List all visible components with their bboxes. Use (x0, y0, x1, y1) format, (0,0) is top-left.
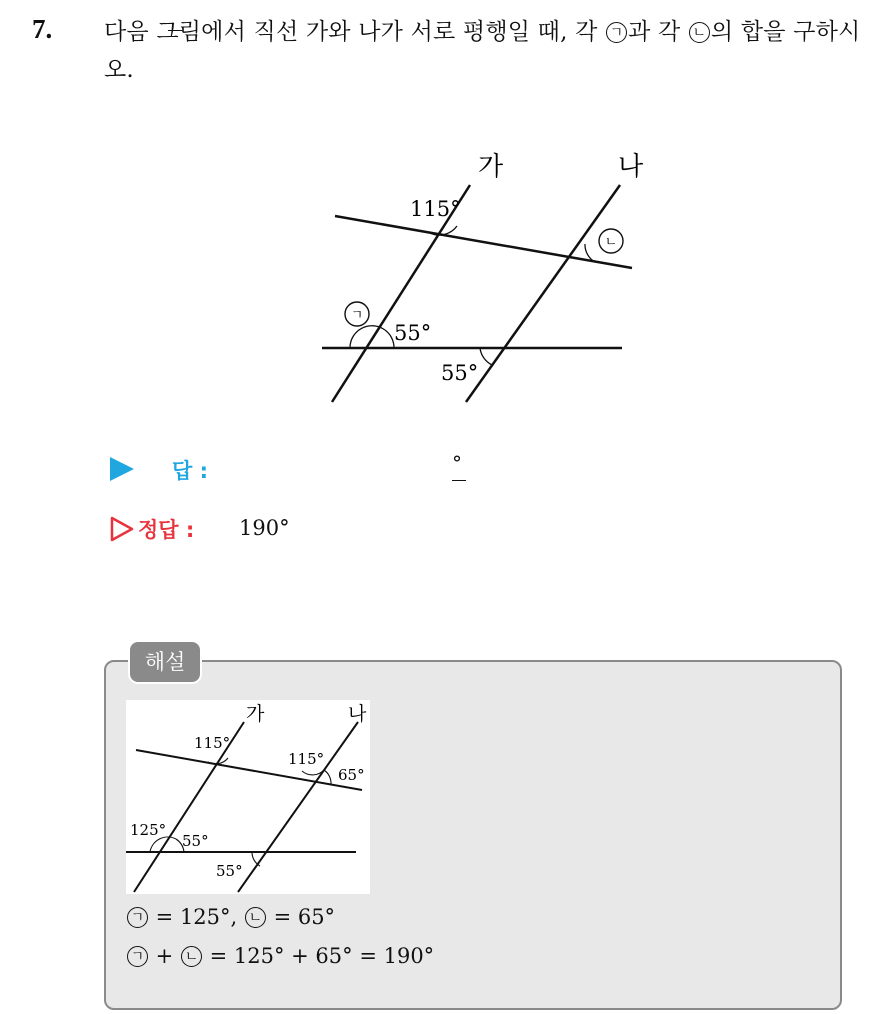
solution-label: 정답 : (138, 518, 195, 542)
label-na: 나 (618, 152, 644, 182)
exp-label-115-right: 115° (288, 750, 325, 768)
answer-blank-degree[interactable]: ° (452, 451, 462, 475)
exp-mark-b: ㄴ (245, 907, 266, 928)
angle-mark-a: ㄱ (606, 22, 627, 43)
question-number: 7. (32, 14, 53, 44)
explanation-tab: 해설 (128, 640, 202, 684)
mark-b-text: ㄴ (604, 235, 618, 250)
solution-underline (168, 30, 182, 31)
answer-triangle-icon (110, 457, 134, 481)
exp-line1-part1: = 125°, (149, 905, 244, 929)
explanation-line-2 (126, 944, 434, 968)
line-na (466, 185, 620, 402)
question-text-part2: 과 각 (628, 19, 688, 45)
label-55-upper: 55° (394, 321, 432, 345)
question-text-part3: 의 합을 구하시오. (104, 19, 861, 83)
question-text-part1: 다음 그림에서 직선 가와 나가 서로 평행일 때, 각 (104, 19, 606, 45)
answer-label: 답 : (172, 459, 208, 483)
solution-triangle-icon (110, 516, 134, 542)
label-55-lower: 55° (441, 361, 479, 385)
exp-line2-part2: = 125° + 65° = 190° (202, 944, 435, 968)
exp-label-125: 125° (130, 821, 167, 839)
explanation-line-1 (126, 905, 335, 929)
solution-value: 190° (239, 516, 290, 540)
exp-label-55-upper: 55° (182, 832, 209, 850)
exp-label-55-lower: 55° (216, 862, 243, 880)
exp-mark-b-2: ㄴ (181, 946, 202, 967)
exp-mark-a-2: ㄱ (127, 946, 148, 967)
label-ga: 가 (478, 152, 504, 182)
exp-label-na: 나 (348, 703, 367, 725)
exp-line2-part1: + (149, 944, 180, 968)
exp-label-ga: 가 (246, 703, 265, 725)
mark-a-text: ㄱ (350, 308, 364, 323)
question-figure (300, 140, 660, 410)
exp-mark-a: ㄱ (127, 907, 148, 928)
arc-55-upper (385, 330, 394, 348)
angle-mark-b: ㄴ (689, 22, 710, 43)
label-115: 115° (410, 197, 461, 221)
question-text (104, 13, 874, 89)
transversal-upper (335, 216, 632, 268)
explanation-figure (126, 700, 370, 894)
arc-55-lower (480, 348, 492, 365)
exp-label-115-left: 115° (194, 734, 231, 752)
exp-line1-part2: = 65° (266, 905, 336, 929)
exp-label-65: 65° (338, 766, 365, 784)
answer-blank-underline (452, 480, 466, 481)
